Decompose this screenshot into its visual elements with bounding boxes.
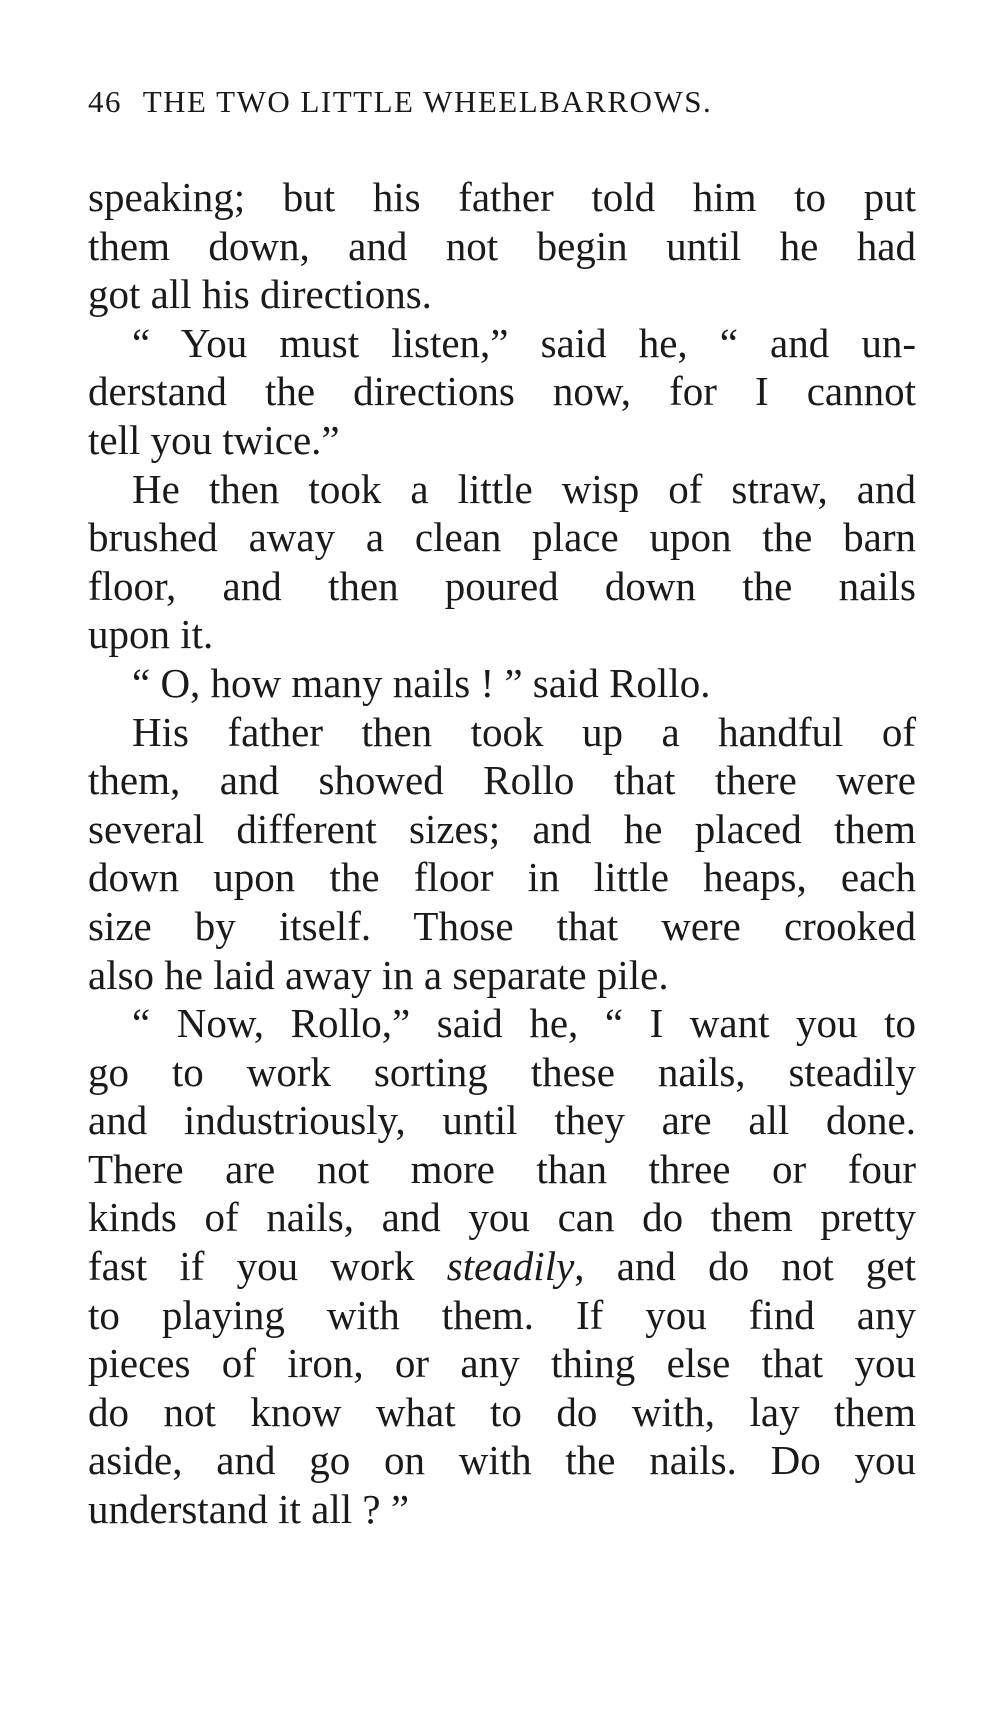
body-text [88,173,916,1534]
text-line: understand it all ? ” [88,1486,410,1533]
page-number: 46 [88,84,122,119]
text-line: kinds of nails, and you can do them pretty [88,1194,916,1241]
running-head [88,84,918,120]
text-line: got all his directions. [88,271,432,318]
text-line: go to work sorting these nails, steadily [88,1048,916,1095]
text-line: floor, and then poured down the nails [88,562,916,609]
text-line: them down, and not begin until he had [88,222,916,269]
text-line: “ You must listen,” said he, “ and un- [132,319,916,366]
text-line: aside, and go on with the nails. Do you [88,1437,916,1484]
text-line: size by itself. Those that were crooked [88,902,916,949]
text-line: tell you twice.” [88,416,340,463]
text-line: There are not more than three or four [88,1145,916,1192]
text-line: pieces of iron, or any thing else that you [88,1340,916,1387]
text-line [88,1242,916,1291]
text-line: “ Now, Rollo,” said he, “ I want you to [132,1000,916,1047]
text-line: speaking; but his father told him to put [88,174,916,220]
text-line: them, and showed Rollo that there were [88,757,916,804]
text-segment: , and do not get [574,1243,916,1290]
text-segment: fast if you work [88,1243,447,1290]
text-line: do not know what to do with, lay them [88,1388,916,1435]
text-line: brushed away a clean place upon the barn [88,514,916,561]
text-line: upon it. [88,611,214,658]
running-title: THE TWO LITTLE WHEELBARROWS. [142,84,713,119]
text-line: He then took a little wisp of straw, and [132,465,916,512]
text-line: “ O, how many nails ! ” said Rollo. [132,659,711,706]
text-line: down upon the floor in little heaps, each [88,854,916,901]
text-line: several different sizes; and he placed them [88,805,916,852]
text-line: derstand the directions now, for I cannot [88,368,916,415]
text-line: and industriously, until they are all done. [88,1097,916,1144]
text-line: His father then took up a handful of [132,708,916,755]
italic-emphasis: steadily [446,1243,575,1290]
text-line: to playing with them. If you find any [88,1291,916,1338]
text-line: also he laid away in a separate pile. [88,951,669,998]
